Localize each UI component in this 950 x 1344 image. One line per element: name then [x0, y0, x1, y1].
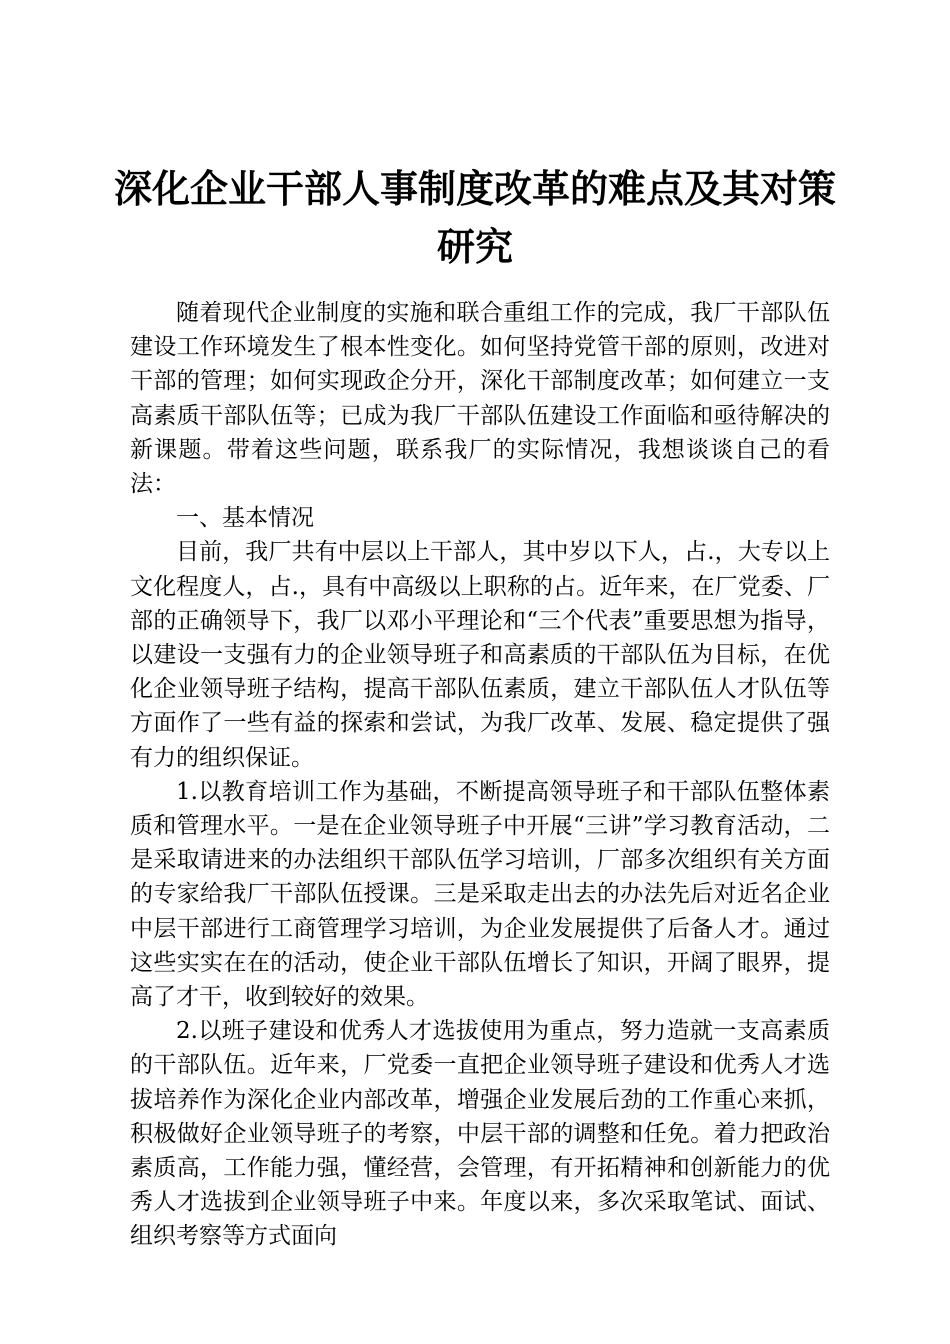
document-title: 深化企业干部人事制度改革的难点及其对策研究	[113, 166, 836, 269]
paragraph-intro: 随着现代企业制度的实施和联合重组工作的完成，我厂干部队伍建设工作环境发生了根本性变化。如何坚持党管干部的原则，改进对干部的管理；如何实现政企分开，深化干部制度改革；如何建立一支高素质干部队伍等；已成为我厂干部队伍建设工作面临和亟待解决的新课题。带着这些问题，联系我厂的实际情况，我想谈谈自己的看法：	[130, 300, 830, 498]
paragraph-item-1-training: 1.以教育培训工作为基础，不断提高领导班子和干部队伍整体素质和管理水平。一是在企业领导班子中开展“三讲”学习教育活动，二是采取请进来的办法组织干部队伍学习培训，厂部多次组织有关方面的专家给我厂干部队伍授课。三是采取走出去的办法先后对近名企业中层干部进行工商管理学习培训，为企业发展提供了后备人才。通过这些实实在在的活动，使企业干部队伍增长了知识，开阔了眼界，提高了才干，收到较好的效果。	[130, 778, 830, 1011]
section-heading-basic-situation: 一、基本情况	[176, 505, 314, 532]
document-body	[130, 296, 830, 1254]
paragraph-current-status: 目前，我厂共有中层以上干部人，其中岁以下人，占.，大专以上文化程度人，占.，具有中高级以上职称的占。近年来，在厂党委、厂部的正确领导下，我厂以邓小平理论和“三个代表”重要思想为指导，以建设一支强有力的企业领导班子和高素质的干部队伍为目标，在优化企业领导班子结构，提高干部队伍素质，建立干部队伍人才队伍等方面作了一些有益的探索和尝试，为我厂改革、发展、稳定提供了强有力的组织保证。	[130, 539, 830, 771]
paragraph-item-2-team-building: 2.以班子建设和优秀人才选拔使用为重点，努力造就一支高素质的干部队伍。近年来，厂党委一直把企业领导班子建设和优秀人才选拔培养作为深化企业内部改革，增强企业发展后劲的工作重心来抓，积极做好企业领导班子的考察，中层干部的调整和任免。着力把政治素质高，工作能力强，懂经营，会管理，有开拓精神和创新能力的优秀人才选拔到企业领导班子中来。年度以来，多次采取笔试、面试、组织考察等方式面向	[130, 1018, 830, 1250]
